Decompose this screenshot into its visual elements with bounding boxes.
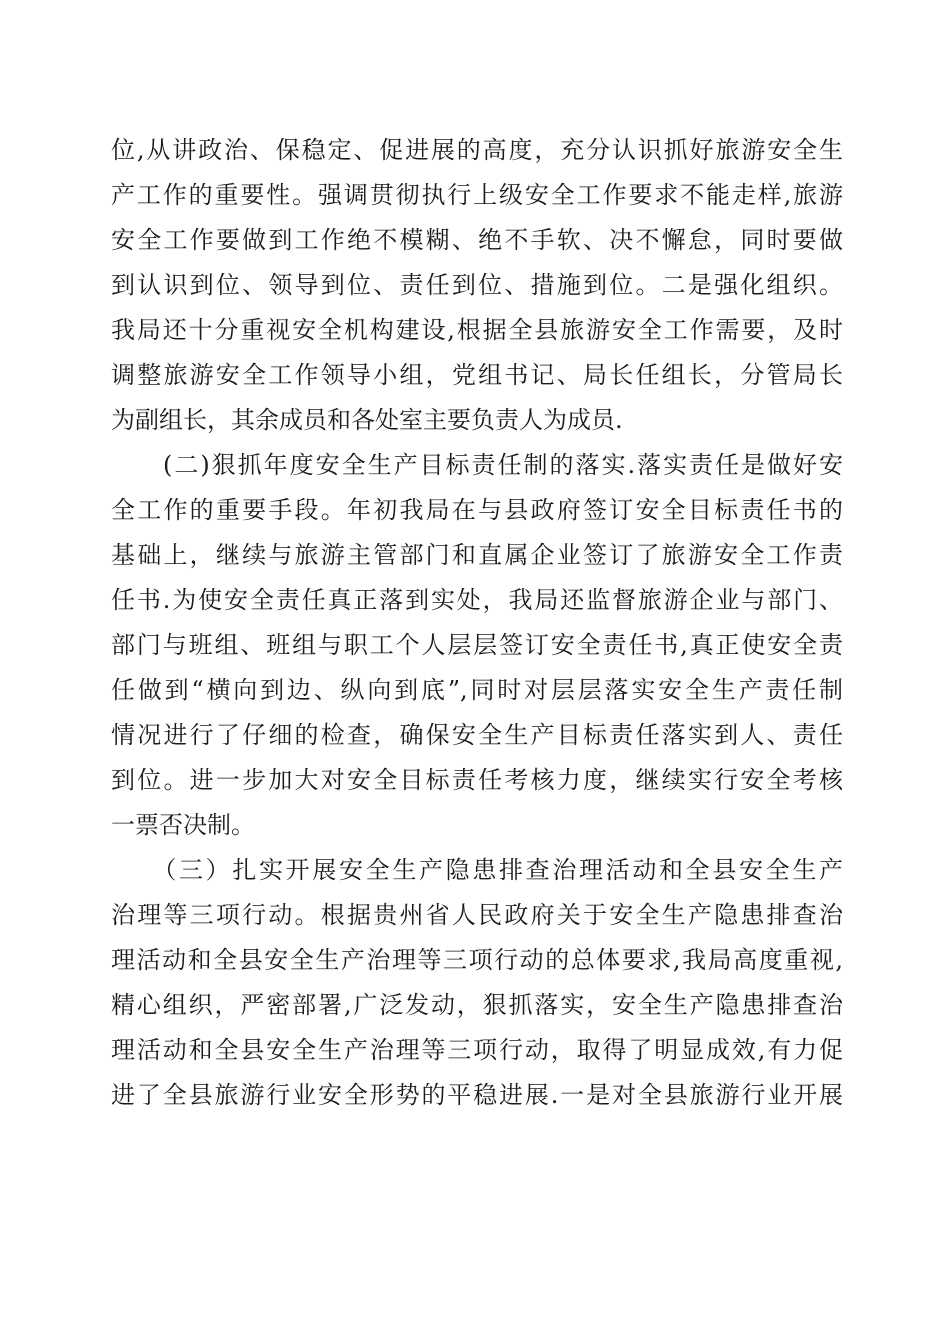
text-line: （三）扎实开展安全生产隐患排查治理活动和全县安全生产 [111,856,843,884]
text-line: 理活动和全县安全生产治理等三项行动的总体要求,我局高度重视, [111,946,843,974]
text-line: 任做到“横向到边、纵向到底”,同时对层层落实安全生产责任制 [111,676,843,704]
text-line: 进了全县旅游行业安全形势的平稳进展.一是对全县旅游行业开展 [111,1081,843,1109]
text-line: 精心组织，严密部署,广泛发动，狠抓落实，安全生产隐患排查治 [111,991,843,1019]
text-line: (二)狠抓年度安全生产目标责任制的落实.落实责任是做好安 [111,451,843,479]
text-line: 产工作的重要性。强调贯彻执行上级安全工作要求不能走样,旅游 [111,181,843,209]
text-line: 一票否决制。 [111,811,255,839]
paragraph-3 [111,848,843,1118]
text-line: 安全工作要做到工作绝不模糊、绝不手软、决不懈怠，同时要做 [111,226,843,254]
text-line: 基础上，继续与旅游主管部门和直属企业签订了旅游安全工作责 [111,541,843,569]
text-line: 全工作的重要手段。年初我局在与县政府签订安全目标责任书的 [111,496,843,524]
paragraph-1 [111,128,843,443]
paragraph-2 [111,443,843,848]
document-body [111,128,843,1118]
text-line: 情况进行了仔细的检查，确保安全生产目标责任落实到人、责任 [111,721,843,749]
text-line: 理活动和全县安全生产治理等三项行动，取得了明显成效,有力促 [111,1036,843,1064]
text-line: 治理等三项行动。根据贵州省人民政府关于安全生产隐患排查治 [111,901,843,929]
text-line: 到位。进一步加大对安全目标责任考核力度，继续实行安全考核 [111,766,843,794]
text-line: 到认识到位、领导到位、责任到位、措施到位。二是强化组织。 [111,271,843,299]
text-line: 为副组长，其余成员和各处室主要负责人为成员. [111,406,623,434]
text-line: 任书.为使安全责任真正落到实处，我局还监督旅游企业与部门、 [111,586,843,614]
text-line: 位,从讲政治、保稳定、促进展的高度，充分认识抓好旅游安全生 [111,136,843,164]
text-line: 调整旅游安全工作领导小组，党组书记、局长任组长，分管局长 [111,361,843,389]
text-line: 我局还十分重视安全机构建设,根据全县旅游安全工作需要，及时 [111,316,843,344]
text-line: 部门与班组、班组与职工个人层层签订安全责任书,真正使安全责 [111,631,843,659]
